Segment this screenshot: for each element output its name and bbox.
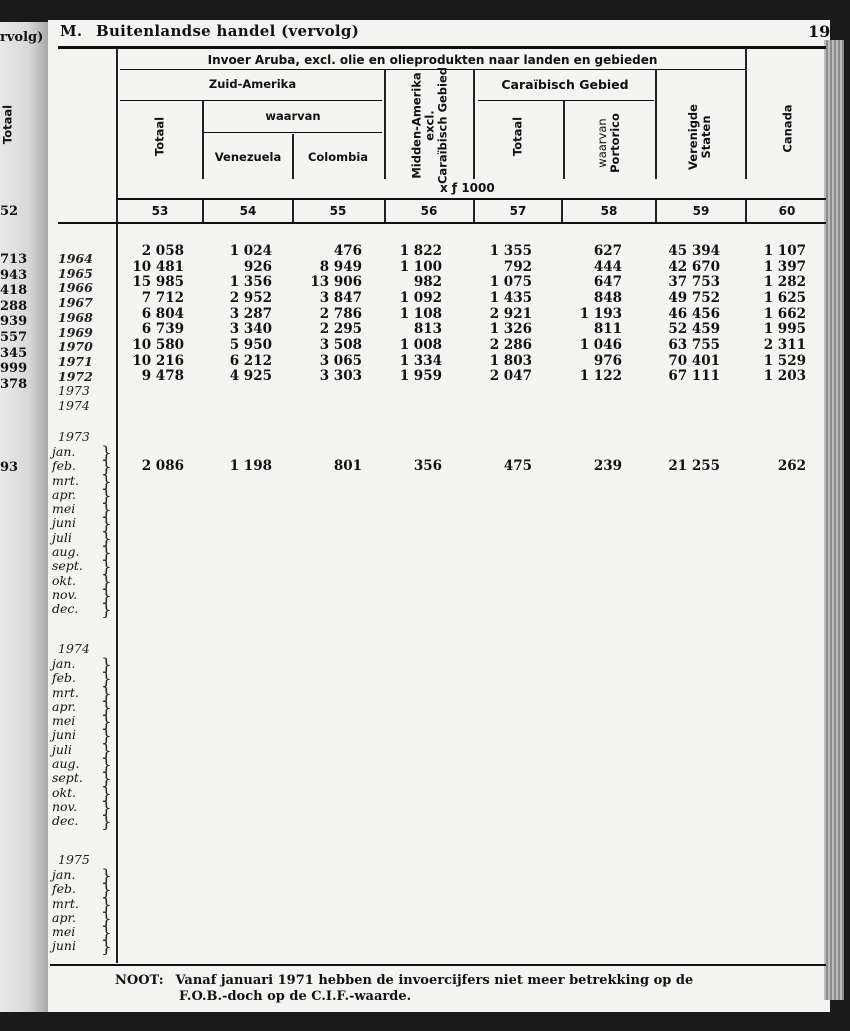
col-56-header: Midden-Amerika excl. Caraïbisch Gebied xyxy=(409,66,450,185)
group-zuid-amerika: Zuid-Amerika xyxy=(208,77,297,91)
months-1975: jan. feb. mrt. apr. mei juni xyxy=(52,867,79,954)
section-year-1974: 1974 xyxy=(58,641,90,656)
months-1973: jan. feb. mrt. apr. mei juni juli aug. sept. okt. nov. dec. xyxy=(52,444,83,617)
footnote-line-1: Vanaf januari 1971 hebben de invoercijfers niet meer betrekking op de xyxy=(175,973,694,988)
col-59-header: Verenigde Staten xyxy=(686,104,713,170)
previous-page-edge xyxy=(0,22,48,1012)
colnum-bottom-rule xyxy=(58,222,826,224)
column-number-59: 59 xyxy=(692,204,710,218)
column-number-60: 60 xyxy=(778,204,796,218)
page-title: Buitenlandse handel (vervolg) xyxy=(95,22,360,40)
col-56-yearly: 1 822 1 100 982 1 092 1 108 813 1 008 1 334 1 959 xyxy=(399,243,442,385)
previous-page-yearly-values: 713 943 418 288 939 557 345 999 378 xyxy=(0,252,28,392)
q1-1973-col-57: 475 xyxy=(503,458,532,474)
group-caraibisch: Caraïbisch Gebied xyxy=(501,77,629,92)
col-55-header: Colombia xyxy=(307,150,369,164)
previous-page-column-number: 52 xyxy=(0,204,19,219)
divider-55-56 xyxy=(384,70,386,179)
previous-page-header-fragment: rvolg) xyxy=(0,30,44,45)
column-number-56: 56 xyxy=(420,204,438,218)
q1-1973-col-55: 801 xyxy=(333,458,362,474)
col-57-header: Totaal xyxy=(510,116,525,157)
column-number-57: 57 xyxy=(509,204,527,218)
header-rule xyxy=(58,46,826,49)
col-55-yearly: 476 8 949 13 906 3 847 2 786 2 295 3 508 3 065 3 303 xyxy=(310,243,362,385)
divider-59-60 xyxy=(745,48,747,179)
col-60-header: Canada xyxy=(780,104,795,153)
page-stack-edge xyxy=(824,40,844,1000)
col-58-yearly: 627 444 647 848 1 193 811 1 046 976 1 122 xyxy=(579,243,622,385)
page-number: 19 xyxy=(808,22,831,41)
quarter-brace-icon: } } } } } } } } } } } } xyxy=(101,443,112,621)
year-list: 1964 1965 1966 1967 1968 1969 1970 1971 1972 1973 1974 xyxy=(58,251,93,414)
q1-1973-col-58: 239 xyxy=(593,458,622,474)
section-year-1973: 1973 xyxy=(58,429,90,444)
column-number-53: 53 xyxy=(151,204,169,218)
column-number-55: 55 xyxy=(329,204,347,218)
stub-divider xyxy=(116,48,118,963)
col-60-yearly: 1 107 1 397 1 282 1 625 1 662 1 995 2 311 1 529 1 203 xyxy=(763,243,806,385)
col-54-header: Venezuela xyxy=(214,150,282,164)
unit-label: x ƒ 1000 xyxy=(440,181,495,195)
footnote-label: NOOT: xyxy=(115,973,164,988)
footnote-line-2: F.O.B.-doch op de C.I.F.-waarde. xyxy=(179,989,412,1004)
page-header xyxy=(60,22,359,40)
footnote xyxy=(115,973,693,1005)
col-59-yearly: 45 394 42 670 37 753 49 752 46 456 52 459 63 755 70 401 67 111 xyxy=(668,243,720,385)
previous-page-totaal-label: Totaal xyxy=(0,104,15,145)
divider-57-58 xyxy=(563,101,565,179)
q1-1973-col-60: 262 xyxy=(777,458,806,474)
zuid-amerika-rule xyxy=(120,100,382,101)
q1-1973-col-59: 21 255 xyxy=(668,458,720,474)
caraibisch-rule xyxy=(478,100,654,101)
group-waarvan: waarvan xyxy=(265,109,321,123)
col-53-yearly: 2 058 10 481 15 985 7 712 6 804 6 739 10 580 10 216 9 478 xyxy=(132,243,184,385)
divider-58-59 xyxy=(655,70,657,179)
footer-rule xyxy=(50,964,826,966)
super-header: Invoer Aruba, excl. olie en olieprodukten naar landen en gebieden xyxy=(207,53,658,67)
q1-1973-col-56: 356 xyxy=(413,458,442,474)
previous-page-quarter-value: 93 xyxy=(0,460,19,475)
section-year-1975: 1975 xyxy=(58,852,90,867)
col-58-header: waarvan Portorico xyxy=(595,113,622,173)
section-letter: M. xyxy=(60,22,83,40)
waarvan-rule xyxy=(204,132,382,133)
quarter-brace-icon: } } } } } } } } } } } } xyxy=(101,655,112,833)
q1-1973-col-54: 1 198 xyxy=(229,458,272,474)
months-1974: jan. feb. mrt. apr. mei juni juli aug. sept. okt. nov. dec. xyxy=(52,656,83,829)
col-54-yearly: 1 024 926 1 356 2 952 3 287 3 340 5 950 6 212 4 925 xyxy=(229,243,272,385)
col-57-yearly: 1 355 792 1 075 1 435 2 921 1 326 2 286 1 803 2 047 xyxy=(489,243,532,385)
q1-1973-col-53: 2 086 xyxy=(141,458,184,474)
column-number-58: 58 xyxy=(600,204,618,218)
quarter-brace-icon: } } } } } } xyxy=(101,866,112,958)
column-number-54: 54 xyxy=(239,204,257,218)
col-53-header: Totaal xyxy=(152,116,167,157)
colnum-top-rule xyxy=(116,198,826,200)
